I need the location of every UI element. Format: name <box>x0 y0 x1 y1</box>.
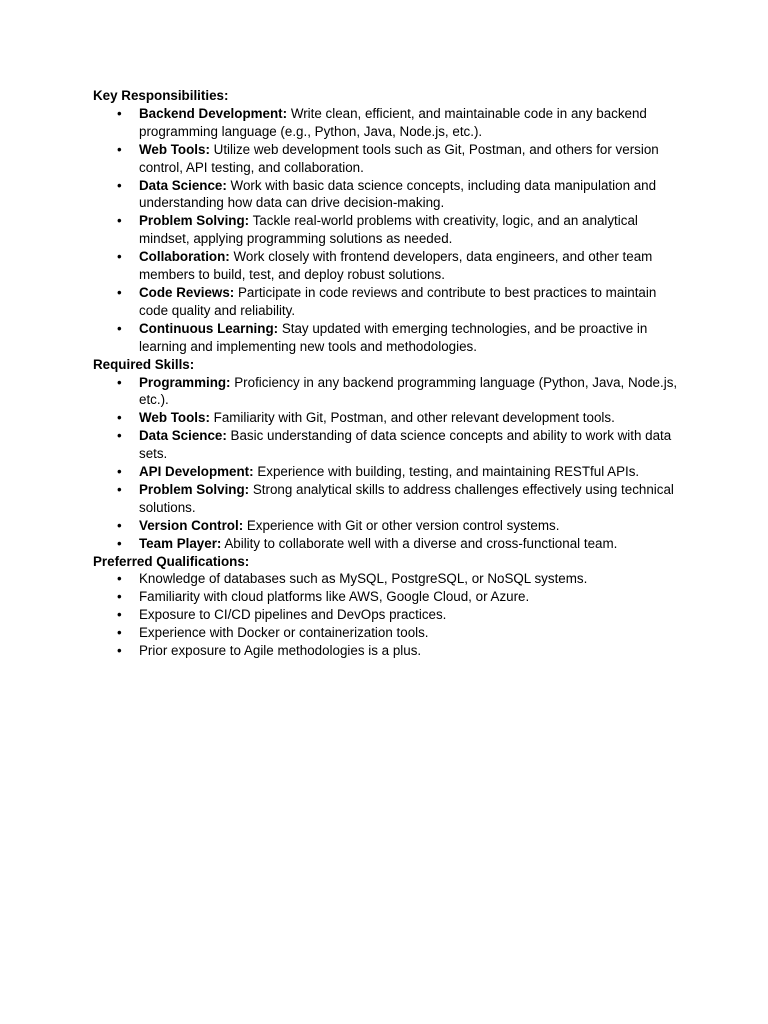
list-item <box>117 606 683 624</box>
item-text: Experience with building, testing, and maintaining RESTful APIs. <box>253 464 640 480</box>
item-term: Web Tools: <box>139 141 210 157</box>
bullet-list <box>93 374 683 553</box>
bullet-icon: • <box>117 320 122 336</box>
item-term: Team Player: <box>139 535 222 551</box>
item-term: API Development: <box>139 464 254 480</box>
bullet-icon: • <box>117 607 122 623</box>
item-term: Problem Solving: <box>139 481 250 497</box>
section-key-responsibilities <box>93 87 683 356</box>
section-preferred-qualifications <box>93 553 683 660</box>
item-term: Web Tools: <box>139 410 210 426</box>
bullet-icon: • <box>117 517 122 533</box>
list-item <box>117 427 683 463</box>
bullet-icon: • <box>117 177 122 193</box>
bullet-icon: • <box>117 643 122 659</box>
section-heading: Key Responsibilities: <box>93 88 229 103</box>
item-text: Proficiency in any backend programming language (Python, Java, Node.js, etc.). <box>139 374 678 408</box>
item-text: Familiarity with cloud platforms like AWS, Google Cloud, or Azure. <box>139 589 530 605</box>
bullet-icon: • <box>117 213 122 229</box>
bullet-icon: • <box>117 625 122 641</box>
item-term: Programming: <box>139 374 231 390</box>
item-term: Data Science: <box>139 177 227 193</box>
bullet-icon: • <box>117 464 122 480</box>
list-item <box>117 517 683 535</box>
bullet-icon: • <box>117 249 122 265</box>
item-text: Tackle real-world problems with creativity, logic, and an analytical mindset, applying programming solutions as needed. <box>139 213 638 247</box>
bullet-icon: • <box>117 410 122 426</box>
item-text: Experience with Docker or containerization tools. <box>139 625 429 641</box>
list-item <box>117 248 683 284</box>
item-term: Problem Solving: <box>139 213 250 229</box>
list-item <box>117 320 683 356</box>
item-text: Knowledge of databases such as MySQL, PostgreSQL, or NoSQL systems. <box>139 571 588 587</box>
section-heading: Required Skills: <box>93 356 195 372</box>
item-text: Prior exposure to Agile methodologies is a plus. <box>139 643 422 659</box>
bullet-icon: • <box>117 589 122 605</box>
item-term: Backend Development: <box>139 105 288 121</box>
list-item <box>117 588 683 606</box>
item-text: Strong analytical skills to address challenges effectively using technical solutions. <box>139 481 674 515</box>
item-text: Write clean, efficient, and maintainable code in any backend programming language (e.g., Python, Java, Node.js, etc.). <box>139 105 647 139</box>
section-required-skills <box>93 356 683 553</box>
item-text: Stay updated with emerging technologies, and be proactive in learning and implementing new tools and methodologies. <box>139 320 648 354</box>
bullet-icon: • <box>117 105 122 121</box>
list-item <box>117 284 683 320</box>
list-item <box>117 624 683 642</box>
list-item <box>117 481 683 517</box>
list-item <box>117 177 683 213</box>
bullet-icon: • <box>117 284 122 300</box>
bullet-icon: • <box>117 374 122 390</box>
bullet-list <box>93 570 683 660</box>
list-item <box>117 570 683 588</box>
item-term: Data Science: <box>139 428 227 444</box>
list-item <box>117 642 683 660</box>
bullet-icon: • <box>117 428 122 444</box>
item-term: Collaboration: <box>139 249 230 265</box>
item-text: Participate in code reviews and contribute to best practices to maintain code quality and reliability. <box>139 284 657 318</box>
list-item <box>117 535 683 553</box>
list-item <box>117 105 683 141</box>
list-item <box>117 141 683 177</box>
item-text: Utilize web development tools such as Git, Postman, and others for version control, API testing, and collaboration. <box>139 141 659 175</box>
bullet-icon: • <box>117 481 122 497</box>
item-term: Version Control: <box>139 517 244 533</box>
document-page <box>93 87 683 660</box>
item-term: Continuous Learning: <box>139 320 279 336</box>
item-text: Work closely with frontend developers, data engineers, and other team members to build, test, and deploy robust solutions. <box>139 249 653 283</box>
item-text: Work with basic data science concepts, including data manipulation and understanding how data can drive decision-making. <box>139 177 657 211</box>
list-item <box>117 463 683 481</box>
item-text: Experience with Git or other version control systems. <box>243 517 560 533</box>
bullet-list <box>93 105 683 356</box>
item-text: Ability to collaborate well with a diverse and cross-functional team. <box>221 535 618 551</box>
item-term: Code Reviews: <box>139 284 235 300</box>
list-item <box>117 374 683 410</box>
bullet-icon: • <box>117 535 122 551</box>
item-text: Basic understanding of data science concepts and ability to work with data sets. <box>139 428 672 462</box>
bullet-icon: • <box>117 141 122 157</box>
section-heading: Preferred Qualifications: <box>93 553 250 569</box>
list-item <box>117 212 683 248</box>
list-item <box>117 409 683 427</box>
item-text: Familiarity with Git, Postman, and other relevant development tools. <box>209 410 615 426</box>
item-text: Exposure to CI/CD pipelines and DevOps practices. <box>139 607 447 623</box>
bullet-icon: • <box>117 571 122 587</box>
